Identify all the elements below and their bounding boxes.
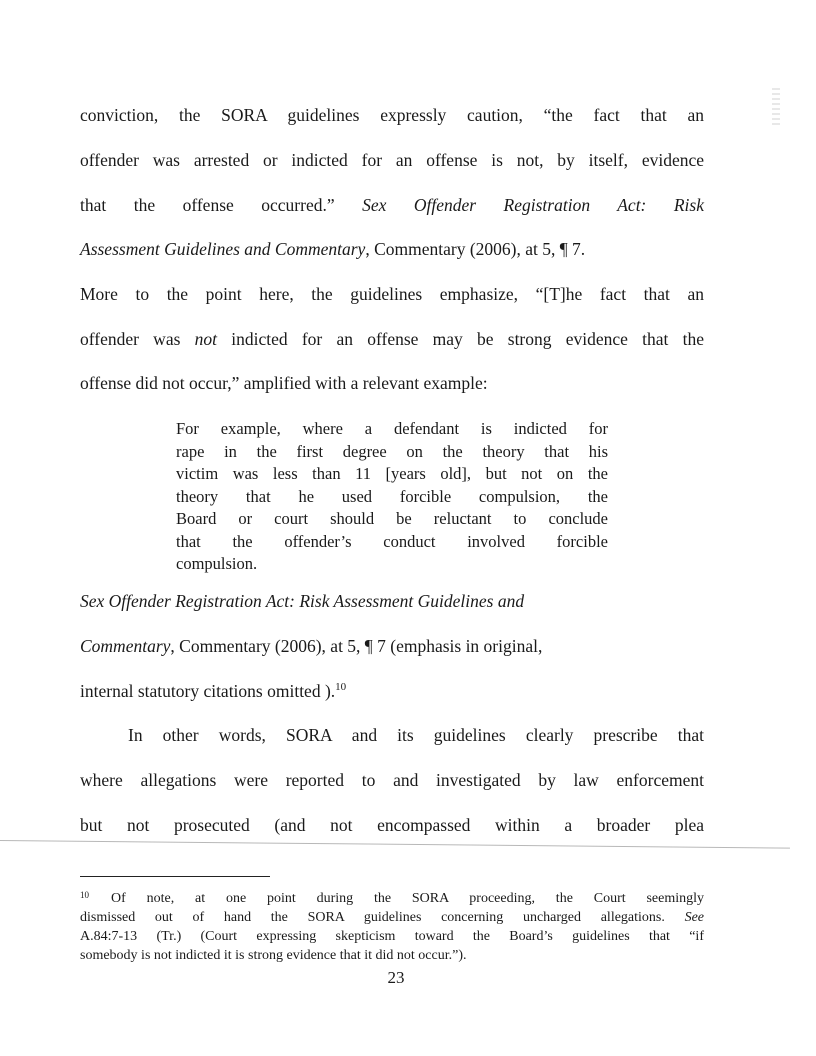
footnote-line-2: [80, 908, 704, 927]
body-line-1: conviction, the SORA guidelines expressly caution, “the fact that an: [80, 105, 704, 125]
body-line-7: offense did not occur,” amplified with a relevant example:: [80, 373, 488, 393]
citation-title-cont: Assessment Guidelines and Commentary: [80, 239, 366, 259]
footnote-10: [80, 886, 704, 965]
citation-pinpoint: , Commentary (2006), at 5, ¶ 7.: [365, 239, 586, 259]
citation-title-cont: Commentary: [80, 636, 171, 656]
footnote-line-4: somebody is not indicted it is strong evidence that it did not occur.”).: [80, 948, 467, 963]
citation-line-3: [80, 680, 346, 702]
body-line-5: More to the point here, the guidelines emphasize, “[T]he fact that an: [80, 284, 704, 304]
body-line-3-text: that the offense occurred.”: [80, 195, 335, 215]
footnote-reference[interactable]: 10: [335, 681, 347, 693]
footnote-see-signal: See: [684, 910, 705, 925]
footnote-line-1-text: Of note, at one point during the SORA proceeding, the Court seemingly: [111, 891, 704, 906]
citation-title: Sex Offender Registration Act: Risk Assessment Guidelines and: [80, 591, 525, 611]
footnote-number: 10: [80, 890, 89, 900]
footnote-line-3: A.84:7-13 (Tr.) (Court expressing skepticism toward the Board’s guidelines that “if: [80, 929, 704, 944]
footnote-line-1: [80, 886, 704, 908]
quote-line: Board or court should be reluctant to conclude: [176, 509, 608, 528]
paragraph-2-line-1: In other words, SORA and its guidelines clearly prescribe that: [128, 725, 704, 745]
citation-pinpoint: , Commentary (2006), at 5, ¶ 7 (emphasis in original,: [170, 636, 543, 656]
citation-line-2: [80, 635, 542, 657]
body-line-6-b: indicted for an offense may be strong evidence that the: [217, 329, 704, 349]
body-line-4: [80, 238, 585, 260]
footnote-divider: [80, 876, 270, 877]
paragraph-2-line-3: but not prosecuted (and not encompassed within a broader plea: [80, 815, 704, 835]
body-line-6: [80, 328, 704, 350]
scan-artifact: [772, 88, 780, 128]
body-line-2: offender was arrested or indicted for an offense is not, by itself, evidence: [80, 150, 704, 170]
paragraph-2-line-2: where allegations were reported to and investigated by law enforcement: [80, 770, 704, 790]
body-line-6-a: offender was: [80, 329, 195, 349]
quote-line: that the offender’s conduct involved forcible: [176, 531, 608, 551]
page-number: 23: [387, 968, 405, 987]
citation-title: Sex Offender Registration Act: Risk: [362, 195, 705, 215]
body-line-3: [80, 194, 704, 216]
block-quote: [176, 418, 608, 576]
scan-line-artifact: [0, 840, 790, 849]
quote-line: compulsion.: [176, 554, 258, 573]
quote-line: victim was less than 11 [years old], but not on the: [176, 464, 608, 483]
quote-line: rape in the first degree on the theory that his: [176, 441, 608, 461]
emphasis-not: not: [194, 329, 218, 349]
citation-omitted: internal statutory citations omitted ).: [80, 681, 336, 701]
quote-line: For example, where a defendant is indicted for: [176, 419, 608, 438]
citation-line-1: [80, 590, 524, 612]
quote-line: theory that he used forcible compulsion, the: [176, 486, 608, 506]
footnote-line-2-text: dismissed out of hand the SORA guidelines concerning uncharged allegations.: [80, 910, 665, 925]
